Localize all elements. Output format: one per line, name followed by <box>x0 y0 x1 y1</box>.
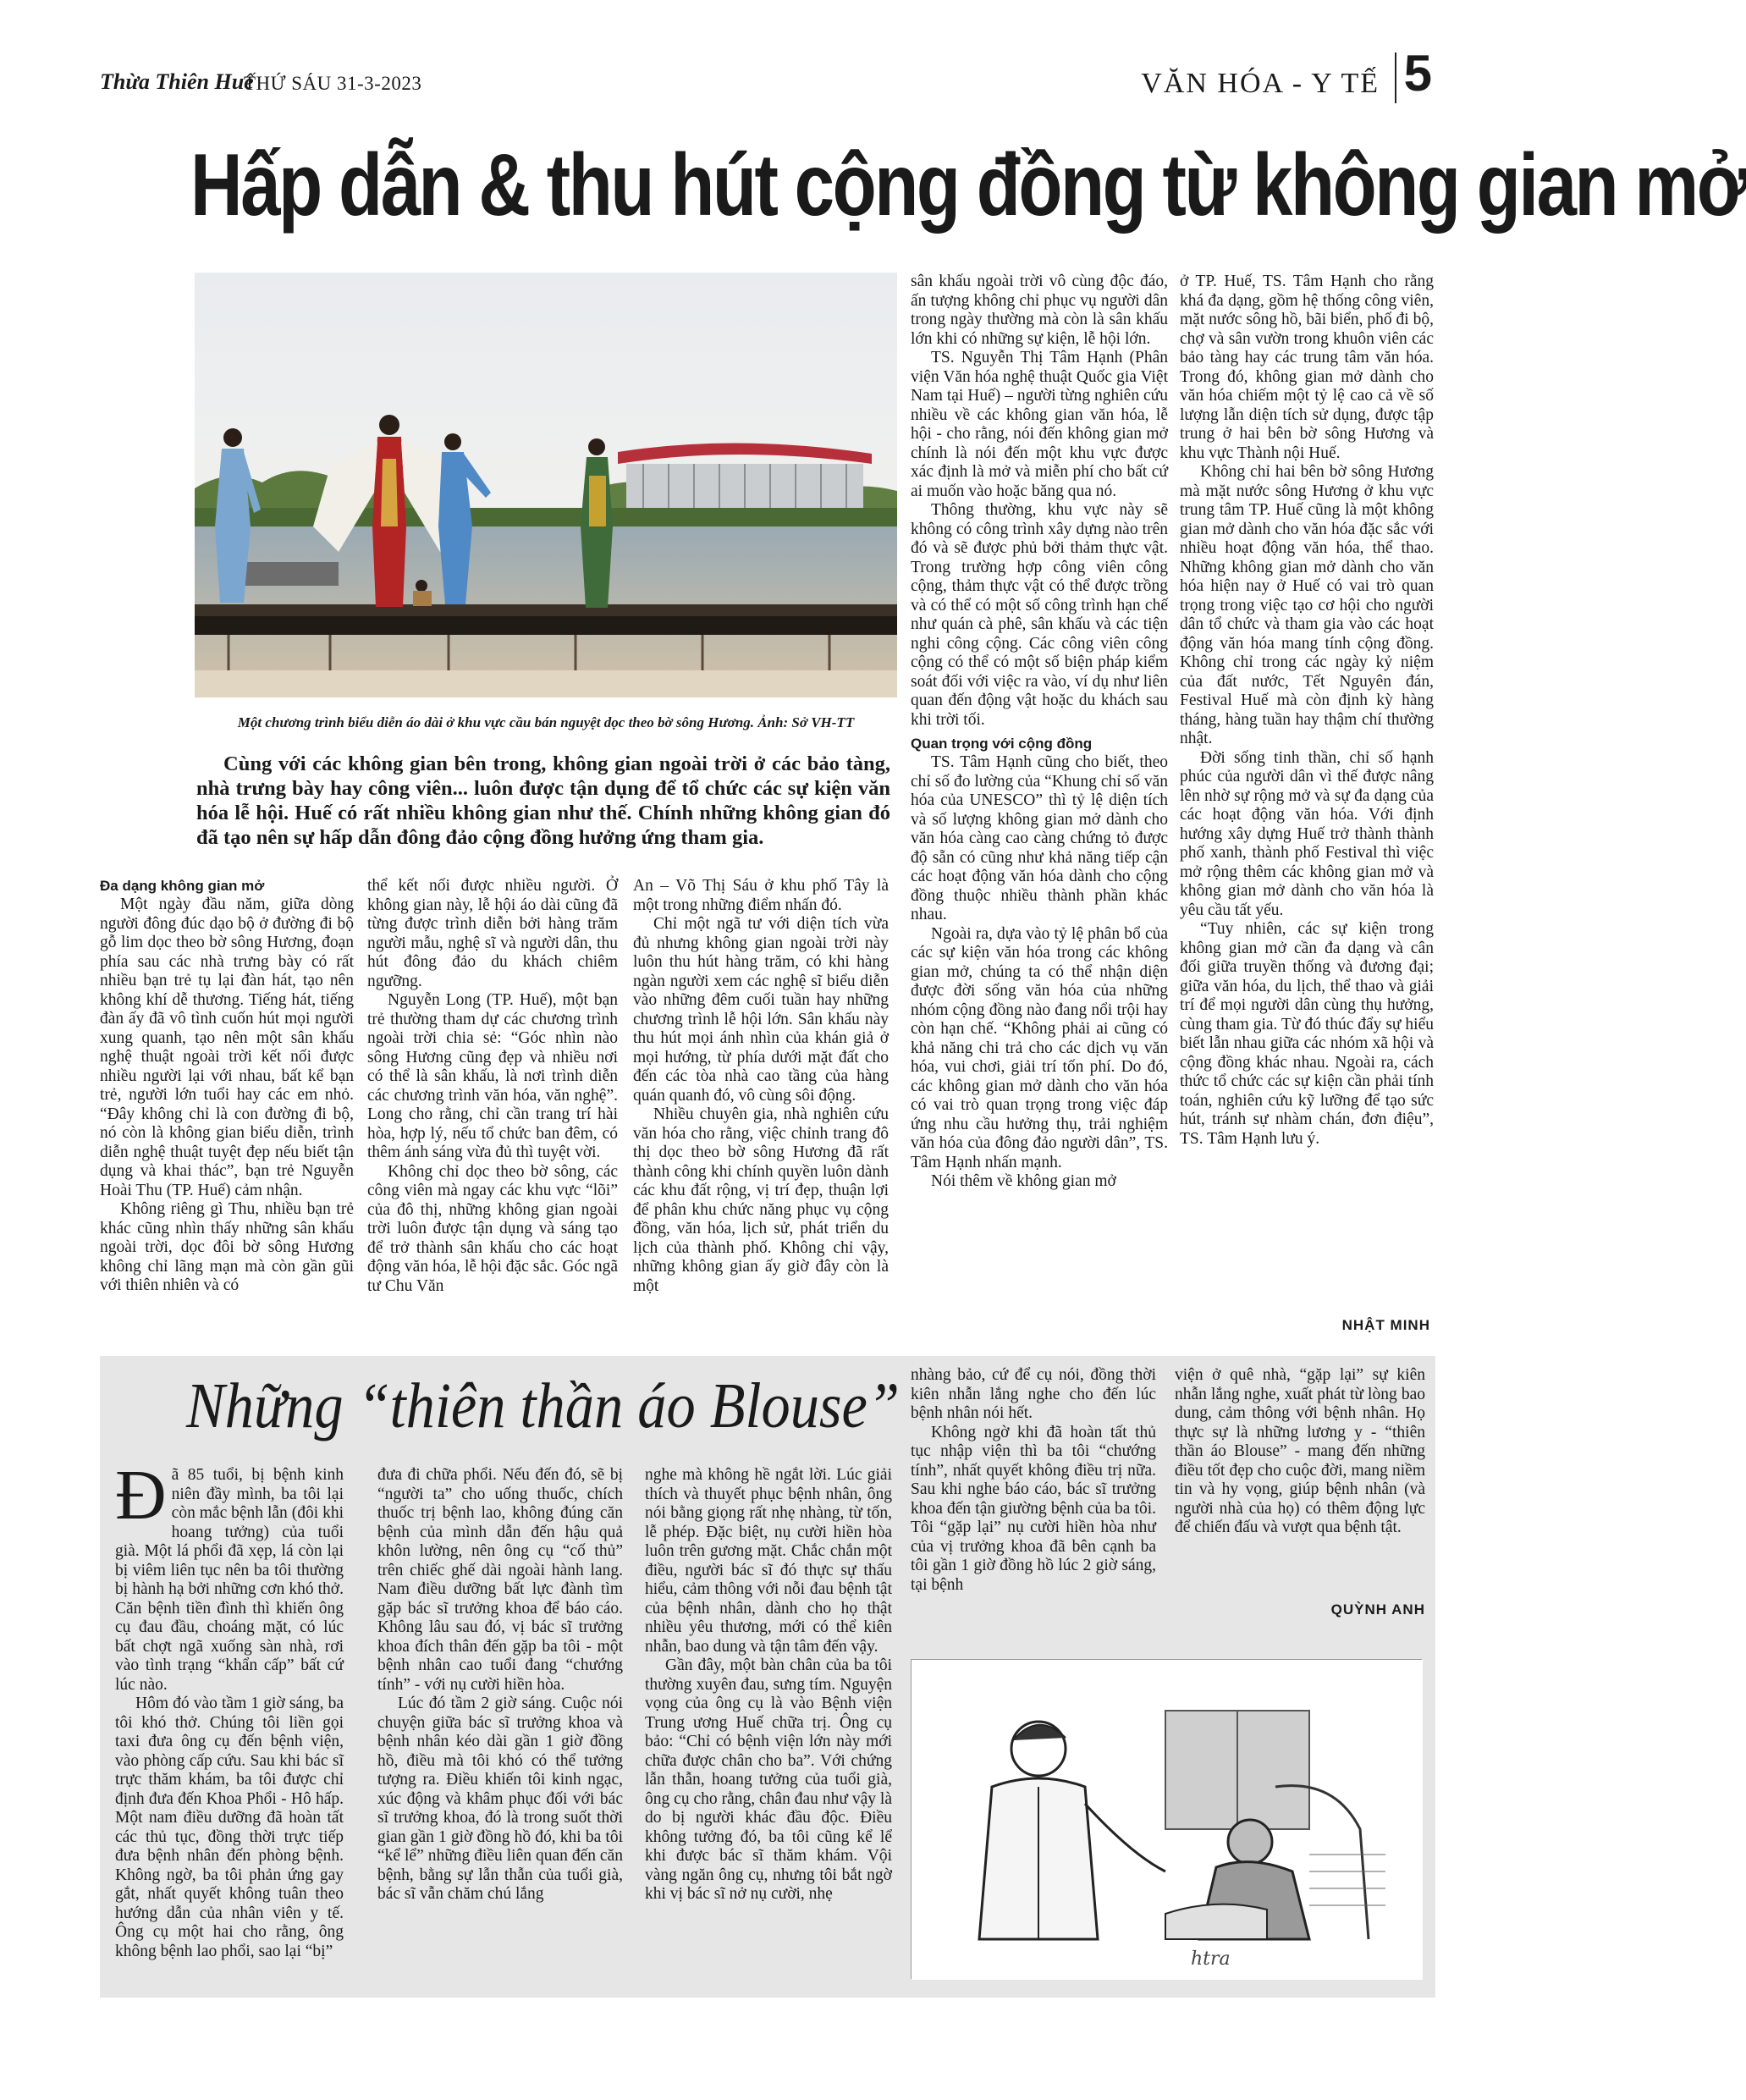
dropcap: Đ <box>115 1456 167 1535</box>
box-title: Những “thiên thần áo Blouse” <box>186 1370 900 1441</box>
issue-date: THỨ SÁU 31-3-2023 <box>244 73 422 94</box>
paragraph: ở TP. Huế, TS. Tâm Hạnh cho rằng khá đa dạng, gồm hệ thống công viên, mặt nước sông hồ, bãi biển, phố đi bộ, chợ và sân vườn trong khuôn viên các bảo tàng hay các trung tâm văn hóa. Trong đó, không gian mở dành cho văn hóa chiếm một tỷ lệ cao cả về số lượng lẫn diện tích sử dụng, được tập trung ở hai bên bờ sông Hương và khu vực Thành nội Huế. <box>1180 273 1434 462</box>
headline: Hấp dẫn & thu hút cộng đồng từ không gian mở <box>190 136 1746 234</box>
article2-column-3 <box>645 1466 892 1904</box>
paragraph: Nói thêm về không gian mở <box>931 1172 1116 1190</box>
subhead-community-importance: Quan trọng với cộng đồng <box>911 736 1093 752</box>
paragraph: Thông thường, khu vực này sẽ không có công trình xây dựng nào trên đó và sẽ được phủ bởi thảm thực vật. Trong trường hợp công viên công cộng, thảm thực vật có thể được trồng và có thể có một số công trình hạn chế như quán cà phê, sân khấu và các tiện nghi công cộng. Các công viên công cộng có thể có một số biện pháp kiểm soát đối với việc ra vào, ví dụ như liên quan đến động vật hoặc du khách sau khi trời tối. <box>911 501 1168 729</box>
paragraph: TS. Nguyễn Thị Tâm Hạnh (Phân viện Văn hóa nghệ thuật Quốc gia Việt Nam tại Huế) – người từng nghiên cứu nhiều về các không gian văn hóa, lễ hội - cho rằng, nói đến không gian mở chính là nói đến một khu vực được xác định là mở và miễn phí cho bất cứ ai muốn vào hoặc băng qua nó. <box>911 349 1168 500</box>
sketch-signature: htra <box>1191 1948 1231 1970</box>
paragraph: Chỉ một ngã tư với diện tích vừa đủ nhưng không gian ngoài trời này luôn thu hút hàng trăm, có khi hàng ngàn người xem các nghệ sĩ biểu diễn vào những đêm cuối tuần hay những chương trình lễ hội lớn. Sân khấu này thu hút mọi ánh nhìn của khán giả ở mọi hướng, từ phía dưới mặt đất cho đến các tòa nhà cao tầng của hàng quán quanh đó, vô cùng sôi động. <box>633 915 889 1105</box>
article1-column-2 <box>367 877 618 1296</box>
paragraph: đưa đi chữa phổi. Nếu đến đó, sẽ bị “người ta” cho uống thuốc, chích thuốc trị bệnh lao, không đúng căn bệnh của mình dẫn đến hậu quả khôn lường, nên ông cụ “cố thủ” trên chiếc ghế dài ngoài hành lang. Nam điều dưỡng bất lực đành tìm gặp bác sĩ trưởng khoa để báo cáo. Không lâu sau đó, vị bác sĩ trưởng khoa đích thân đến gặp ba tôi - một bệnh nhân cao tuổi đang “chướng tính” - với nụ cười hiền hòa. <box>377 1466 623 1694</box>
article2-column-2 <box>377 1466 623 1904</box>
byline-nhat-minh: NHẬT MINH <box>1341 1317 1430 1333</box>
article2-column-4 <box>911 1366 1156 1595</box>
paragraph: Không ngờ khi đã hoàn tất thủ tục nhập viện thì ba tôi “chướng tính”, nhất quyết không điều trị nữa. Sau khi nghe báo cáo, bác sĩ trưởng khoa đến tận giường bệnh của ba tôi. Tôi “gặp lại” nụ cười hiền hòa như của vị trưởng khoa đã bên cạnh ba tôi gần 1 giờ đồng hồ lúc 2 giờ sáng, tại bệnh <box>911 1423 1156 1594</box>
paragraph: An – Võ Thị Sáu ở khu phố Tây là một trong những điểm nhấn đó. <box>633 877 889 914</box>
paragraph: Gần đây, một bàn chân của ba tôi thường xuyên đau, sưng tím. Nguyện vọng của ông cụ là vào Bệnh viện Trung ương Huế chữa trị. Ông cụ bảo: “Chỉ có bệnh viện lớn này mới chữa được chân cho ba”. Với chứng lẫn thẫn, hoang tưởng của tuổi già, ông cụ cho rằng, chân đau như vậy là do bị người khác đầu độc. Điều không tưởng đó, ba tôi cũng kể lể khi được bác sĩ thăm khám. Vội vàng ngăn ông cụ, nhưng tôi bắt ngờ khi vị bác sĩ nở nụ cười, nhẹ <box>645 1656 892 1903</box>
paragraph: Không riêng gì Thu, nhiều bạn trẻ khác cũng nhìn thấy những sân khấu ngoài trời, dọc đôi bờ sông Hương không chỉ lãng mạn mà còn gần gũi với thiên nhiên và có <box>100 1200 354 1294</box>
paragraph: “Tuy nhiên, các sự kiện trong không gian mở cần đa dạng và cân đối giữa truyền thống và đương đại; giữa văn hóa, du lịch, thể thao và giải trí để mọi người dân cùng thụ hưởng, cùng tham gia. Từ đó thúc đẩy sự hiểu biết lẫn nhau giữa các nhóm xã hội và cộng đồng khác nhau. Ngoài ra, cách thức tổ chức các sự kiện cần phải tính toán, nghiên cứu kỹ lưỡng để tạo sức hút, tránh sự nhàm chán, đơn điệu”, TS. Tâm Hạnh lưu ý. <box>1180 920 1434 1148</box>
paragraph: Hôm đó vào tầm 1 giờ sáng, ba tôi khó thở. Chúng tôi liền gọi taxi đưa ông cụ đến bệnh viện, vào phòng cấp cứu. Sau khi bác sĩ trực thăm khám, ba tôi được chỉ định đưa đến Khoa Phổi - Hô hấp. Một nam điều dưỡng đã hoàn tất các thủ tục, đồng thời trực tiếp đưa bệnh nhân đến phòng bệnh. Không ngờ, ba tôi phản ứng gay gắt, nhất quyết không tuân theo hướng dẫn của nhân viên y tế. Ông cụ một hai cho rằng, ông không bệnh lao phổi, sao lại “bị” <box>115 1695 344 1960</box>
paragraph: nghe mà không hề ngắt lời. Lúc giải thích và thuyết phục bệnh nhân, ông nói bằng giọng rất nhẹ nhàng, từ tốn, lễ phép. Đặc biệt, nụ cười hiền hòa luôn trên gương mặt. Chắc chắn một điều, người bác sĩ đó thực sự thấu hiểu, cảm thông với nỗi đau bệnh tật của bệnh nhân, dành cho họ thật nhiều yêu thương, mới có thể kiên nhẫn, bao dung và tận tâm đến vậy. <box>645 1466 892 1656</box>
section-name: VĂN HÓA - Y TẾ <box>1141 68 1380 99</box>
paragraph: nhàng bảo, cứ để cụ nói, đồng thời kiên nhẫn lắng nghe cho đến lúc bệnh nhân nói hết. <box>911 1366 1156 1422</box>
paragraph: sân khấu ngoài trời vô cùng độc đáo, ấn tượng không chỉ phục vụ người dân trong ngày thường mà còn là sân khấu lớn khi có những sự kiện, lễ hội lớn. <box>911 273 1168 348</box>
paragraph: Không chỉ dọc theo bờ sông, các công viên mà ngay các khu vực “lõi” của đô thị, những không gian ngoài trời luôn được tận dụng và sáng tạo để trở thành sân khấu cho các hoạt động văn hóa, lễ hội đặc sắc. Góc ngã tư Chu Văn <box>367 1162 618 1295</box>
ao-dai-show-photo <box>195 273 897 697</box>
article2-column-1 <box>115 1456 344 1961</box>
photo-caption: Một chương trình biểu diễn áo dài ở khu vực cầu bán nguyệt dọc theo bờ sông Hương. Ảnh: Sở VH-TT <box>237 714 855 730</box>
article1-column-3 <box>633 877 889 1296</box>
paragraph: ã 85 tuổi, bị bệnh kinh niên đầy mình, ba tôi lại còn mắc bệnh lẫn (đôi khi hoang tưởng) của tuổi già. Một lá phổi đã xẹp, lá còn lại bị viêm liên tục nên ba tôi thường bị hành hạ bởi những cơn khó thở. Căn bệnh tiền đình thì khiến ông cụ đau đầu, choáng mặt, có lúc bất chợt ngã xuống sàn nhà, rơi vào tình trạng “khẩn cấp” bất cứ lúc nào. <box>115 1466 344 1694</box>
article2-column-5 <box>1175 1366 1425 1538</box>
article1-column-5 <box>1180 273 1434 1149</box>
paragraph: Nhiều chuyên gia, nhà nghiên cứu văn hóa cho rằng, việc chỉnh trang đô thị dọc theo bờ sông Hương đã rất thành công khi chính quyền luôn dành các khu đất rộng, vị trí đẹp, thuận lợi để phân khu chức năng phục vụ cộng đồng, văn hóa, lịch sử, phát triển du lịch của thành phố. Không chỉ vậy, những không gian ấy giờ đây còn là một <box>633 1105 889 1295</box>
masthead: Thừa Thiên Huế <box>100 69 254 94</box>
paragraph: Đời sống tinh thần, chỉ số hạnh phúc của người dân vì thế được nâng lên nhờ sự rộng mở và sự đa dạng của các hoạt động văn hóa. Với định hướng xây dựng Huế trở thành thành phố xanh, thành phố Festival thì việc mở rộng thêm các không gian mở và không gian mở dành cho văn hóa là yêu cầu tất yếu. <box>1180 748 1434 919</box>
paragraph: Một ngày đầu năm, giữa dòng người đông đúc dạo bộ ở đường đi bộ gỗ lim dọc theo bờ sông Hương, đoạn phía sau các nhà trưng bày có rất nhiều bạn trẻ tụ lại đàn hát, tạo nên không khí dễ thương. Tiếng hát, tiếng đàn ấy đã vô tình cuốn hút mọi người xung quanh, tạo nên một sân khấu nghệ thuật ngoài trời kết nối được nhiều người lại với nhau, bất kể bạn trẻ, người lớn tuổi hay các em nhỏ. “Đây không chỉ là con đường đi bộ, nó còn là không gian biểu diễn, trình diễn nghệ thuật tuyệt đẹp nếu biết tận dụng và khai thác”, bạn trẻ Nguyễn Hoài Thu (TP. Huế) cảm nhận. <box>100 896 354 1199</box>
paragraph: TS. Tâm Hạnh cũng cho biết, theo chỉ số đo lường của “Khung chỉ số văn hóa của UNESCO” thì tỷ lệ diện tích và số lượng không gian mở dành cho văn hóa càng cao càng chứng tỏ được độ sẵn có cũng như khả năng tiếp cận các hoạt động văn hóa dành cho cộng đồng thuộc nhiều thành phần khác nhau. <box>911 753 1168 923</box>
paragraph: thể kết nối được nhiều người. Ở không gian này, lễ hội áo dài cũng đã từng được trình diễn bởi hàng trăm người mẫu, nghệ sĩ và người dân, thu hút đông đảo du khách chiêm ngưỡng. <box>367 877 618 990</box>
doctor-patient-sketch <box>912 1660 1423 1980</box>
byline-quynh-anh: QUỲNH ANH <box>1330 1601 1425 1618</box>
article1-column-1 <box>100 877 354 1296</box>
paragraph: Ngoài ra, dựa vào tỷ lệ phân bổ của các sự kiện văn hóa trong các không gian mở, chúng ta có thể nhận diện được đời sống văn hóa của những nhóm cộng đồng nào đang nổi trội hay còn hạn chế. “Không phải ai cũng có khả năng chi trả cho các dịch vụ văn hóa, vui chơi, giải trí tốn phí. Do đó, các không gian mở dành cho văn hóa có vai trò quan trọng trong việc đáp ứng nhu cầu hưởng thụ, trải nghiệm văn hóa của đông đảo người dân”, TS. Tâm Hạnh nhấn mạnh. <box>911 924 1168 1171</box>
paragraph: Không chỉ hai bên bờ sông Hương mà mặt nước sông Hương ở khu vực trung tâm TP. Huế cũng là một không gian mở dành cho văn hóa đặc sắc với nhiều hoạt động văn hóa, thể thao. Những không gian mở dành cho văn hóa hiện nay ở Huế có vai trò quan trọng trong việc tạo cơ hội cho người dân tổ chức và tham gia vào các hoạt động văn hóa mang tính cộng đồng. Không chỉ trong các ngày kỷ niệm của đất nước, Tết Nguyên đán, Festival Huế mà còn định kỳ hàng tháng, hàng tuần hay thậm chí thường nhật. <box>1180 463 1434 747</box>
doctor-sketch-illustration <box>911 1659 1422 1979</box>
lead-photo <box>195 273 897 697</box>
sapo: Cùng với các không gian bên trong, không gian ngoài trời ở các bảo tàng, nhà trưng bày hay công viên... luôn được tận dụng để tổ chức các sự kiện văn hóa lễ hội. Huế có rất nhiều không gian như thế. Chính những không gian đó đã tạo nên sự hấp dẫn đông đảo cộng đồng hưởng ứng tham gia. <box>196 752 890 849</box>
header-divider <box>1395 52 1396 103</box>
paragraph: viện ở quê nhà, “gặp lại” sự kiên nhẫn lắng nghe, xuất phát từ lòng bao dung, cảm thông với bệnh nhân. Họ thực sự là những lương y - “thiên thần áo Blouse” - mang đến những điều tốt đẹp cho cuộc đời, mang niềm tin và hy vọng, giúp bệnh nhân (và người nhà của họ) có thêm động lực để chiến đấu và vượt qua bệnh tật. <box>1175 1366 1425 1536</box>
page-number: 5 <box>1403 45 1432 102</box>
paragraph: Lúc đó tầm 2 giờ sáng. Cuộc nói chuyện giữa bác sĩ trưởng khoa và bệnh nhân kéo dài gần 1 giờ đồng hồ, điều mà tôi khó có thể tưởng tượng ra. Điều khiến tôi kinh ngạc, xúc động và khâm phục đối với bác sĩ trưởng khoa, đó là trong suốt thời gian gần 1 giờ đồng hồ đó, khi ba tôi “kể lể” những điều liên quan đến căn bệnh, bằng sự lẫn thẫn của tuổi già, bác sĩ vẫn chăm chú lắng <box>377 1695 623 1903</box>
paragraph: Nguyễn Long (TP. Huế), một bạn trẻ thường tham dự các chương trình ngoài trời chia sẻ: “Góc nhìn nào sông Hương cũng đẹp và nhiều nơi có thể là sân khấu, là nơi trình diễn các chương trình văn hóa, văn nghệ”. Long cho rằng, chỉ cần trang trí hài hòa, hợp lý, nếu tổ chức ban đêm, có thêm ánh sáng vừa đủ thì tuyệt vời. <box>367 991 618 1161</box>
article1-column-4 <box>911 273 1168 1192</box>
subhead-diverse-spaces: Đa dạng không gian mở <box>100 878 265 894</box>
